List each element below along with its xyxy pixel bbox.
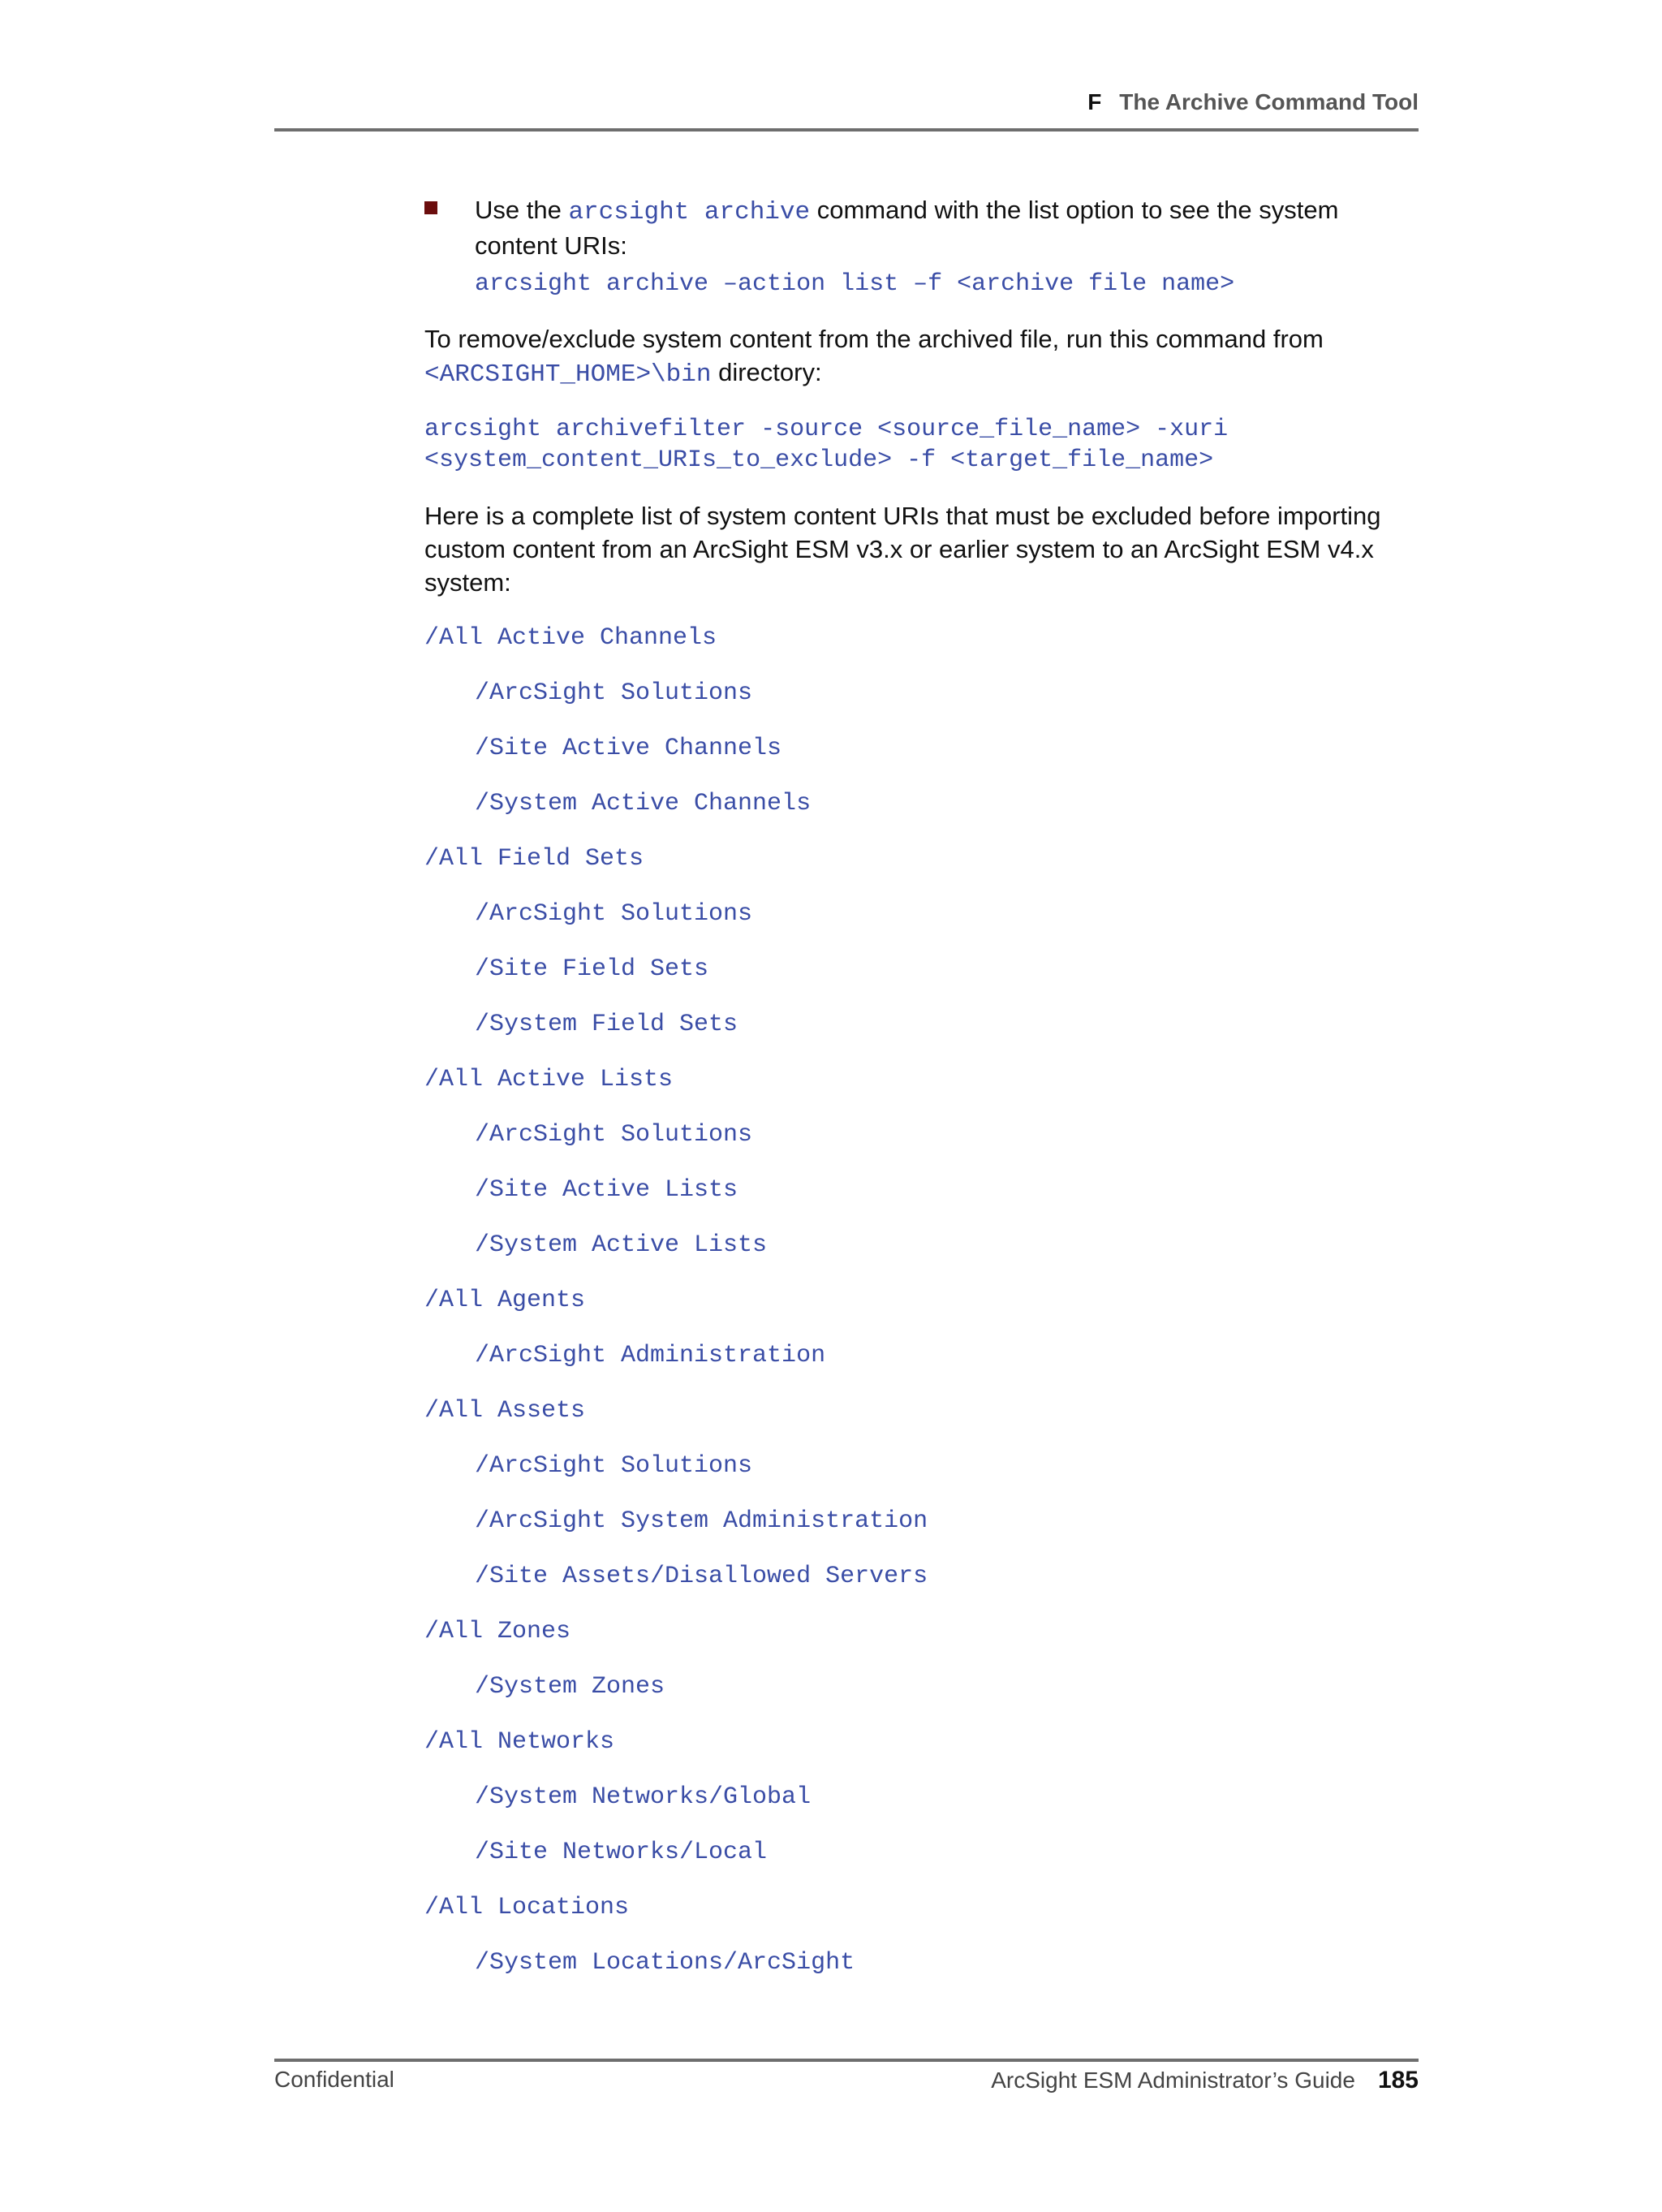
archivefilter-command	[424, 414, 1419, 476]
uri-sub-item: /Site Active Channels	[475, 735, 782, 762]
remove-instructions	[424, 322, 1419, 391]
bullet-inline-code: arcsight archive	[568, 198, 811, 226]
uri-sub-item: /ArcSight Solutions	[475, 1121, 753, 1149]
uri-sub-item: /ArcSight Solutions	[475, 1452, 753, 1480]
uri-group-item: /All Active Lists	[424, 1066, 674, 1093]
bullet-text	[475, 193, 1419, 262]
bullet-text-after: command with the list option to see the system content URIs:	[475, 196, 1339, 260]
system-uri-list	[424, 622, 928, 2002]
uri-sub-item: /System Zones	[475, 1673, 665, 1701]
uri-group-item: /All Field Sets	[424, 845, 644, 873]
guide-title: ArcSight ESM Administrator’s Guide	[991, 2068, 1355, 2093]
uri-group-item: /All Locations	[424, 1894, 630, 1921]
uri-sub-item: /ArcSight Administration	[475, 1342, 826, 1369]
uri-group-item: /All Active Channels	[424, 624, 717, 652]
uri-sub-item: /Site Active Lists	[475, 1176, 738, 1204]
remove-text-after: directory:	[711, 358, 822, 386]
uri-group-item: /All Assets	[424, 1397, 586, 1425]
uri-group-item: /All Zones	[424, 1618, 571, 1645]
header-divider	[274, 128, 1419, 132]
uri-sub-item: /Site Field Sets	[475, 955, 709, 983]
appendix-letter: F	[1087, 89, 1102, 114]
arcsight-home-path: <ARCSIGHT_HOME>\bin	[424, 360, 712, 389]
running-header	[274, 89, 1419, 115]
bullet-text-before: Use the	[475, 196, 569, 224]
confidential-label: Confidential	[274, 2067, 394, 2092]
uri-group-item: /All Networks	[424, 1728, 615, 1756]
uri-sub-item: /ArcSight Solutions	[475, 900, 753, 928]
uri-sub-item: /System Active Channels	[475, 790, 812, 817]
archive-list-command: arcsight archive –action list –f <archive file name>	[475, 270, 1235, 298]
square-bullet-icon	[424, 201, 437, 214]
uri-sub-item: /System Active Lists	[475, 1231, 768, 1259]
archivefilter-command-line1: arcsight archivefilter -source <source_file_name> -xuri	[424, 416, 1229, 443]
uri-sub-item: /ArcSight System Administration	[475, 1507, 928, 1535]
uri-sub-item: /System Field Sets	[475, 1011, 738, 1038]
page-number: 185	[1377, 2067, 1419, 2093]
archivefilter-command-line2: <system_content_URIs_to_exclude> -f <target_file_name>	[424, 446, 1214, 474]
uri-list-intro: Here is a complete list of system content URIs that must be excluded before importing custom content from an ArcSight ESM v3.x or earlier system to an ArcSight ESM v4.x system:	[424, 502, 1381, 597]
uri-sub-item: /System Networks/Global	[475, 1783, 812, 1811]
footer-guide	[991, 2067, 1419, 2094]
footer-divider	[274, 2059, 1419, 2062]
chapter-title: The Archive Command Tool	[1119, 89, 1419, 114]
uri-sub-item: /Site Networks/Local	[475, 1839, 768, 1866]
uri-sub-item: /ArcSight Solutions	[475, 679, 753, 707]
uri-group-item: /All Agents	[424, 1287, 586, 1314]
remove-text: To remove/exclude system content from the archived file, run this command from	[424, 325, 1324, 353]
uri-sub-item: /Site Assets/Disallowed Servers	[475, 1563, 928, 1590]
uri-sub-item: /System Locations/ArcSight	[475, 1949, 855, 1977]
